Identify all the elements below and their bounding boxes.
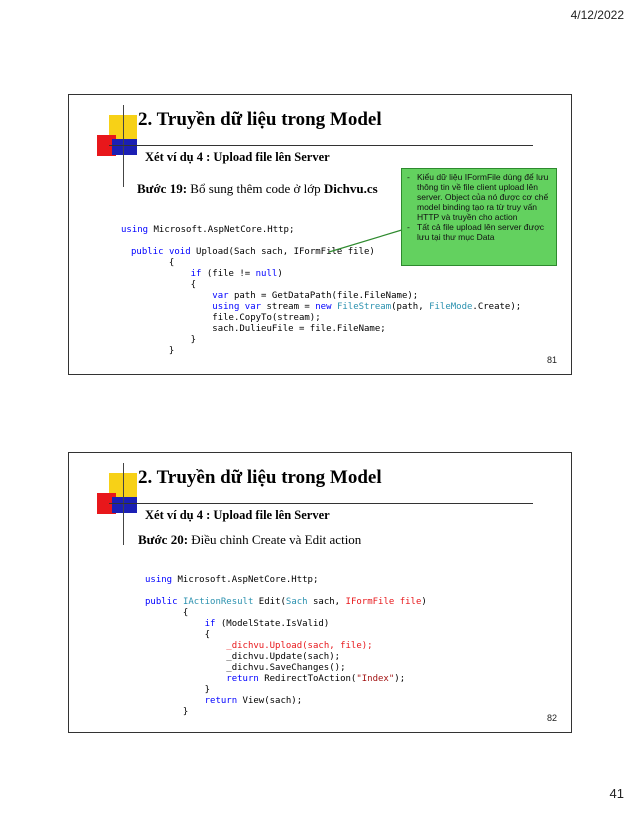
code-token: RedirectToAction( (258, 674, 357, 684)
page-number: 41 (609, 786, 624, 801)
code-token: Upload(Sach sach, IFormFile file) (190, 247, 375, 257)
decor-blue-square (112, 139, 137, 155)
code-token: (ModelState.IsValid) (215, 619, 330, 629)
code-token: } (131, 346, 175, 356)
code-token: ); (394, 674, 406, 684)
code-token: IFormFile file (345, 597, 422, 607)
code-token: public (131, 247, 164, 257)
code-using (145, 575, 318, 586)
code-line (145, 652, 340, 662)
code-token: (file != (201, 269, 256, 279)
code-token: return (226, 674, 259, 684)
code-line (145, 663, 345, 673)
slide-title: 2. Truyền dữ liệu trong Model (138, 109, 382, 130)
code-token (145, 696, 205, 706)
step-instruction (137, 181, 378, 197)
code-token (131, 291, 212, 301)
code-token: new (315, 302, 332, 312)
slide-81 (68, 94, 572, 375)
slide-title: 2. Truyền dữ liệu trong Model (138, 467, 382, 488)
code-token: ) (277, 269, 283, 279)
code-token: Microsoft.AspNetCore.Http; (172, 575, 319, 585)
code-token: null (255, 269, 278, 279)
code-line (131, 324, 386, 334)
code-line (131, 335, 196, 345)
code-token: { (131, 280, 197, 290)
code-token: Sach (285, 597, 308, 607)
code-line (131, 302, 521, 312)
slide-subtitle: Xét ví dụ 4 : Upload file lên Server (145, 150, 330, 164)
code-token: } (145, 685, 211, 695)
step-label: Bước 20: (138, 532, 189, 547)
code-token: FileMode (429, 302, 473, 312)
slide-subtitle: Xét ví dụ 4 : Upload file lên Server (145, 508, 330, 522)
code-token: sach, (307, 597, 346, 607)
code-token: using (145, 575, 173, 585)
callout-item: - Kiểu dữ liệu IFormFile dùng để lưu thông tin về file client upload lên server. Object của nó được cơ chế model binding tạo ra từ truy vấn HTTP và truyền cho action (406, 172, 552, 222)
step-text: Bổ sung thêm code ở lớp (187, 181, 324, 196)
code-token: stream = (261, 302, 316, 312)
code-line (131, 280, 196, 290)
code-token: public (145, 597, 178, 607)
code-token: } (145, 707, 189, 717)
code-token (145, 641, 226, 651)
code-token: Microsoft.AspNetCore.Http; (148, 225, 295, 235)
code-line (145, 696, 302, 706)
code-token: return (204, 696, 238, 706)
code-token: .Create); (472, 302, 522, 312)
code-token: file.CopyTo(stream); (131, 313, 321, 323)
code-line (145, 674, 405, 684)
code-token: _dichvu.Upload(sach, file); (226, 641, 373, 651)
code-line (145, 707, 188, 717)
code-block (145, 597, 427, 718)
code-token (131, 269, 191, 279)
code-line (131, 269, 283, 279)
code-token: path = GetDataPath(file.FileName); (228, 291, 419, 301)
code-token: { (131, 258, 175, 268)
code-using (121, 225, 294, 236)
callout-item: - Tất cả file upload lên server được lưu tại thư mục Data (406, 222, 552, 242)
slide-number: 82 (546, 713, 557, 723)
code-token: (path, (391, 302, 430, 312)
code-line (145, 619, 329, 629)
title-divider (109, 503, 533, 504)
code-line (145, 608, 188, 618)
code-token: sach.DulieuFile = file.FileName; (131, 324, 386, 334)
decor-vertical-line (123, 105, 124, 187)
code-line (131, 291, 418, 301)
title-divider (109, 145, 533, 146)
code-token: } (131, 335, 197, 345)
code-token: ) (421, 597, 427, 607)
code-token: Edit( (253, 597, 286, 607)
code-token: using (212, 302, 240, 312)
code-token: FileStream (336, 302, 392, 312)
code-line (131, 258, 174, 268)
code-line (145, 630, 210, 640)
code-token (145, 674, 226, 684)
step-label: Bước 19: (137, 181, 188, 196)
code-line (145, 641, 373, 651)
decor-blue-square (112, 497, 137, 513)
step-bold: Dichvu.cs (323, 181, 378, 196)
code-line (131, 346, 174, 356)
code-line (131, 313, 321, 323)
code-token: View(sach); (237, 696, 303, 706)
code-token: if (204, 619, 216, 629)
code-token: _dichvu.SaveChanges(); (145, 663, 346, 673)
code-token: IActionResult (182, 597, 254, 607)
code-token: { (145, 608, 189, 618)
callout-box (401, 168, 557, 266)
step-text: Điều chỉnh Create và Edit action (188, 532, 362, 547)
code-token: _dichvu.Update(sach); (145, 652, 341, 662)
code-token (145, 619, 205, 629)
code-token: if (190, 269, 202, 279)
slide-number: 81 (546, 355, 557, 365)
code-token: { (145, 630, 211, 640)
page-date: 4/12/2022 (570, 8, 624, 22)
slide-82 (68, 452, 572, 733)
code-token: void (168, 247, 191, 257)
callout-pointer (329, 227, 409, 253)
code-line (145, 685, 210, 695)
code-token (131, 302, 212, 312)
code-token: var (212, 291, 229, 301)
code-line (145, 597, 427, 607)
code-token: "Index" (356, 674, 395, 684)
code-token: using (121, 225, 149, 235)
decor-vertical-line (123, 463, 124, 545)
code-token: var (244, 302, 262, 312)
step-instruction (138, 532, 361, 548)
